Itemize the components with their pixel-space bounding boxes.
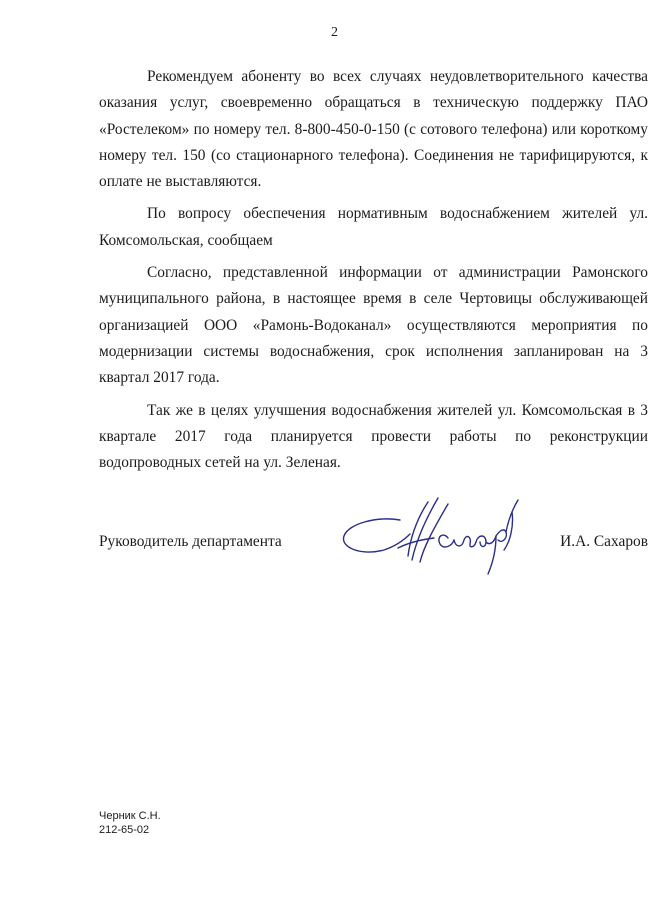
executor-info (99, 809, 161, 837)
page-number: 2 (331, 25, 338, 40)
paragraph-support-recommendation: Рекомендуем абоненту во всех случаях неудовлетворительного качества оказания услуг, своевременно обращаться в техническую поддержку ПАО «Ростелеком» по номеру тел. 8-800-450-0-150 (с сотового телефона) или короткому номеру тел. 150 (со стационарного телефона). Соединения не тарифицируются, к оплате не выставляются. (99, 68, 648, 191)
paragraph-reconstruction-plan: Так же в целях улучшения водоснабжения жителей ул. Комсомольская в 3 квартале 2017 года планируется провести работы по реконструкции водопроводных сетей на ул. Зеленая. (99, 401, 648, 472)
signer-title: Руководитель департамента (99, 533, 282, 550)
signer-name: И.А. Сахаров (560, 533, 648, 550)
letter-body (99, 64, 648, 482)
executor-name: Черник С.Н. (99, 810, 161, 822)
paragraph-water-supply-question: По вопросу обеспечения нормативным водоснабжением жителей ул. Комсомольская, сообщаем (99, 205, 648, 249)
paragraph-administration-info: Согласно, представленной информации от администрации Рамонского муниципального района, в настоящее время в селе Чертовицы обслуживающей организацией ООО «Рамонь-Водоканал» осуществляются мероприятия по модернизации системы водоснабжения, срок исполнения запланирован на 3 квартал 2017 года. (99, 264, 648, 387)
handwritten-signature-icon (336, 490, 536, 580)
executor-phone: 212-65-02 (99, 824, 150, 836)
